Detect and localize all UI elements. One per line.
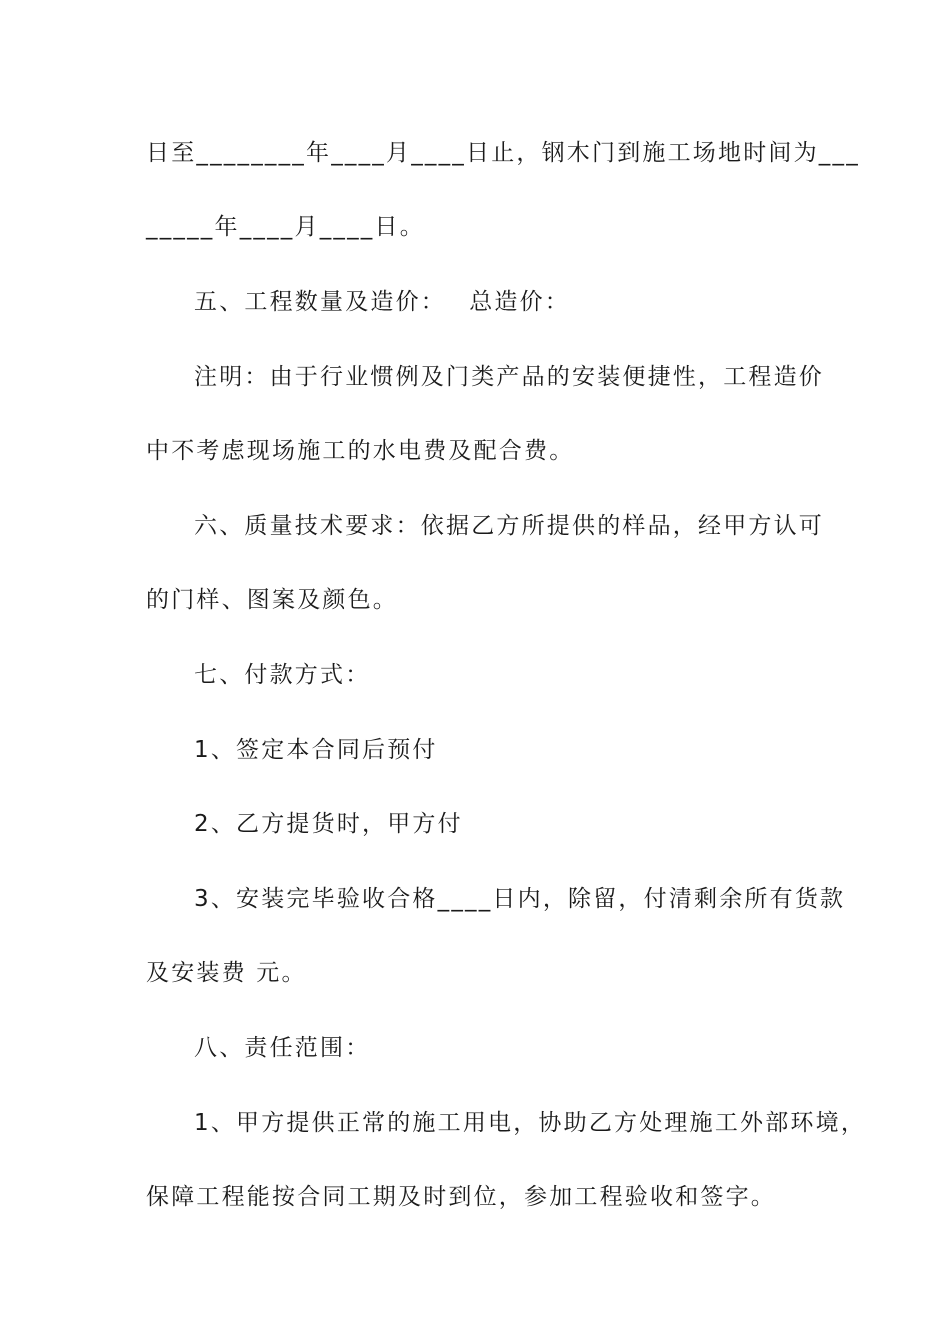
section-5-heading: 五、工程数量及造价： 总造价：	[194, 289, 571, 315]
section-6-line-2: 的门样、图案及颜色。	[146, 587, 398, 613]
note-line-1: 注明：由于行业惯例及门类产品的安装便捷性，工程造价	[194, 364, 824, 390]
payment-item-3-line-1: 3、安装完毕验收合格____日内，除留，付清剩余所有货款	[194, 886, 846, 912]
responsibility-item-1-line-1: 1、甲方提供正常的施工用电，协助乙方处理施工外部环境，	[194, 1110, 867, 1136]
responsibility-item-1-line-2: 保障工程能按合同工期及时到位，参加工程验收和签字。	[146, 1184, 776, 1210]
section-7-heading: 七、付款方式：	[194, 662, 371, 688]
payment-item-2: 2、乙方提货时，甲方付	[194, 811, 463, 837]
schedule-line-2: _____年____月____日。	[146, 214, 425, 240]
note-line-2: 中不考虑现场施工的水电费及配合费。	[146, 438, 575, 464]
schedule-line-1: 日至________年____月____日止，钢木门到施工场地时间为___	[146, 140, 860, 166]
section-6-line-1: 六、质量技术要求：依据乙方所提供的样品，经甲方认可	[194, 513, 824, 539]
payment-item-3-line-2: 及安装费 元。	[146, 960, 307, 986]
section-8-heading: 八、责任范围：	[194, 1035, 371, 1061]
payment-item-1: 1、签定本合同后预付	[194, 737, 438, 763]
